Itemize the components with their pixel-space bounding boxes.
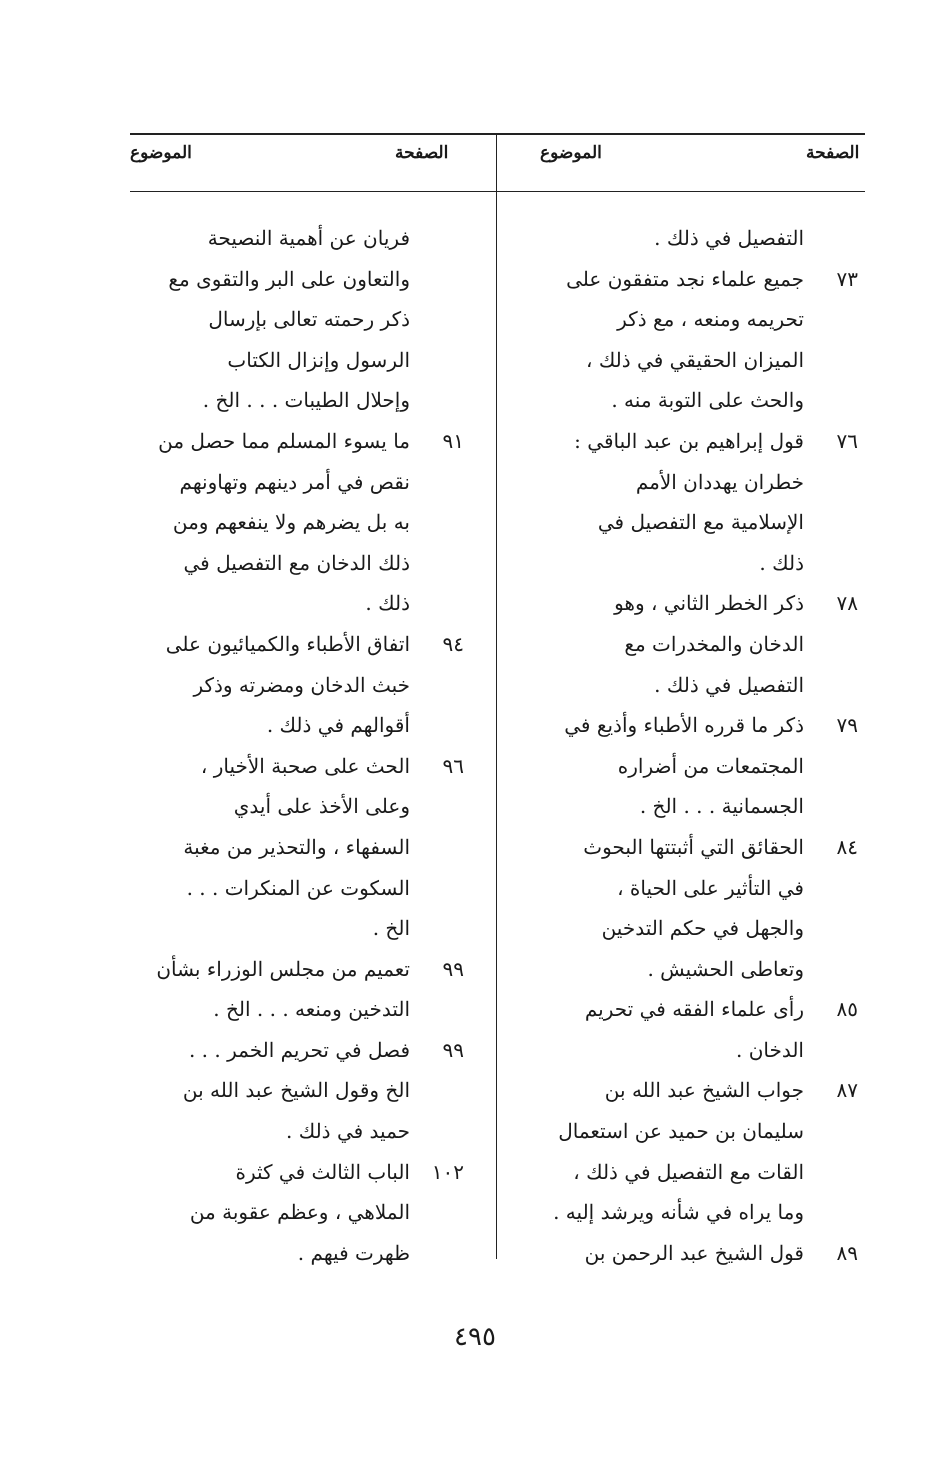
- index-entry: [510, 1233, 864, 1274]
- entry-topic-line: المجتمعات من أضراره: [617, 753, 804, 778]
- entry-topic-line: فصل في تحريم الخمر . . .: [188, 1037, 410, 1062]
- entry-page-number: ٩١: [442, 428, 464, 453]
- top-rule: [130, 133, 865, 135]
- right-column: [510, 218, 864, 1273]
- entry-topic-line: ذلك .: [759, 550, 804, 575]
- entry-page-number: ٧٦: [836, 428, 858, 453]
- entry-topic-line: قول إبراهيم بن عبد الباقي :: [574, 428, 804, 453]
- entry-topic-line: الميزان الحقيقي في ذلك ،: [586, 347, 804, 372]
- entry-page-number: ٨٤: [836, 834, 858, 859]
- entry-topic-line: حميد في ذلك .: [286, 1119, 410, 1144]
- column-divider: [496, 134, 497, 1259]
- entry-topic-line: جميع علماء نجد متفقون على: [566, 266, 804, 291]
- entry-topic-line: به بل يضرهم ولا ينفعهم ومن: [172, 510, 410, 535]
- index-entry: [130, 421, 470, 624]
- index-entry: [510, 827, 864, 989]
- entry-topic-line: فريان عن أهمية النصيحة: [207, 226, 410, 250]
- entry-topic-line: نقص في أمر دينهم وتهاونهم: [179, 469, 410, 494]
- entry-topic: [510, 1233, 804, 1274]
- entry-topic-line: تعميم من مجلس الوزراء بشأن: [156, 956, 410, 981]
- entry-topic-line: الرسول وإنزال الكتاب: [227, 347, 410, 372]
- entry-topic: [510, 421, 804, 583]
- index-entry: [130, 949, 470, 1030]
- entry-topic: [510, 259, 804, 421]
- entry-topic-line: خطران يهددان الأمم: [635, 469, 804, 494]
- header-rule-right: [498, 191, 865, 192]
- entry-topic-line: في التأثير على الحياة ،: [617, 875, 804, 900]
- index-entry: [510, 1070, 864, 1232]
- entry-topic-line: قول الشيخ عبد الرحمن بن: [584, 1240, 804, 1265]
- entry-topic-line: جواب الشيخ عبد الله بن: [604, 1078, 804, 1103]
- page-number: ٤٩٥: [454, 1322, 496, 1352]
- entry-topic-line: ذكر ما قرره الأطباء وأذيع في: [564, 713, 804, 738]
- entry-topic-line: الدخان .: [735, 1037, 804, 1062]
- left-header-page: الصفحة: [395, 143, 449, 163]
- entry-page-number: ٩٩: [442, 956, 464, 981]
- index-entry: [130, 1152, 470, 1274]
- entry-topic-line: رأى علماء الفقه في تحريم: [584, 997, 804, 1022]
- entry-topic-line: وإحلال الطيبات . . . الخ .: [202, 388, 410, 413]
- index-entry: [510, 421, 864, 583]
- entry-topic-line: الملاهي ، وعظم عقوبة من: [189, 1200, 410, 1225]
- entry-page-number: ١٠٢: [431, 1159, 464, 1184]
- entry-page-number: ٨٩: [836, 1240, 858, 1265]
- entry-topic-line: أقوالهم في ذلك .: [266, 713, 410, 738]
- entry-topic-line: الخ .: [372, 916, 410, 941]
- entry-topic: [510, 989, 804, 1070]
- index-entry: [130, 218, 470, 421]
- entry-topic-line: خبث الدخان ومضرته وذكر: [193, 672, 410, 697]
- entry-topic-line: ذكر الخطر الثاني ، وهو: [614, 591, 804, 616]
- entry-topic-line: الحث على صحبة الأخيار ،: [200, 753, 410, 778]
- entry-topic: [510, 218, 804, 259]
- entry-topic: [510, 1070, 804, 1232]
- entry-page-number: ٧٩: [836, 713, 858, 738]
- index-entry: [510, 989, 864, 1070]
- entry-topic-line: الدخان والمخدرات مع: [624, 631, 804, 656]
- entry-topic-line: الجسمانية . . . الخ .: [639, 794, 804, 819]
- entry-page-number: ٩٩: [442, 1037, 464, 1062]
- entry-topic-line: والتعاون على البر والتقوى مع: [168, 266, 410, 291]
- index-entry: [510, 218, 864, 259]
- entry-topic: [130, 421, 410, 624]
- entry-topic-line: التفصيل في ذلك .: [654, 226, 804, 250]
- entry-topic-line: تحريمه ومنعه ، مع ذكر: [617, 307, 804, 332]
- entry-topic-line: والحث على التوبة منه .: [611, 388, 804, 413]
- entry-topic: [510, 583, 804, 705]
- entry-topic-line: القات مع التفصيل في ذلك ،: [573, 1159, 804, 1184]
- entry-topic-line: التفصيل في ذلك .: [654, 672, 804, 697]
- right-header-page: الصفحة: [806, 143, 860, 163]
- entry-topic-line: السفهاء ، والتحذير من مغبة: [183, 834, 410, 859]
- left-column: [130, 218, 470, 1273]
- entry-page-number: ٩٤: [442, 631, 464, 656]
- entry-topic-line: وعلى الأخذ على أيدي: [233, 794, 410, 819]
- entry-topic: [510, 827, 804, 989]
- entry-topic: [130, 746, 410, 949]
- entry-topic-line: السكوت عن المنكرات . . .: [186, 875, 410, 900]
- entry-topic: [130, 218, 410, 421]
- entry-topic-line: وما يراه في شأنه ويرشد إليه .: [553, 1200, 804, 1225]
- index-entry: [510, 583, 864, 705]
- entry-topic-line: سليمان بن حميد عن استعمال: [558, 1119, 804, 1144]
- entry-topic-line: الحقائق التي أثبتتها البحوث: [583, 834, 804, 859]
- entry-topic-line: اتفاق الأطباء والكميائيون على: [165, 631, 410, 656]
- entry-topic: [130, 1030, 410, 1152]
- right-header-topic: الموضوع: [540, 143, 602, 163]
- entry-topic-line: الخ وقول الشيخ عبد الله بن: [182, 1078, 410, 1103]
- entry-page-number: ٨٧: [836, 1078, 858, 1103]
- index-entry: [130, 624, 470, 746]
- entry-page-number: ٩٦: [442, 753, 464, 778]
- left-header-topic: الموضوع: [130, 143, 192, 163]
- entry-topic: [130, 624, 410, 746]
- entry-topic: [130, 949, 410, 1030]
- header-rule-left: [130, 191, 498, 192]
- entry-topic-line: والجهل في حكم التدخين: [601, 916, 804, 941]
- entry-topic-line: ظهرت فيهم .: [297, 1240, 410, 1265]
- entry-topic-line: الإسلامية مع التفصيل في: [597, 510, 804, 535]
- entry-page-number: ٧٨: [836, 591, 858, 616]
- entry-topic-line: الباب الثالث في كثرة: [235, 1159, 410, 1184]
- index-entry: [510, 259, 864, 421]
- index-entry: [130, 1030, 470, 1152]
- entry-topic-line: ذلك الدخان مع التفصيل في: [183, 550, 410, 575]
- entry-topic-line: التدخين ومنعه . . . الخ .: [213, 997, 410, 1022]
- index-entry: [130, 746, 470, 949]
- entry-topic-line: ذلك .: [365, 591, 410, 616]
- entry-topic-line: ما يسوء المسلم مما حصل من: [158, 428, 410, 453]
- index-entry: [510, 705, 864, 827]
- entry-topic: [510, 705, 804, 827]
- entry-page-number: ٨٥: [836, 997, 858, 1022]
- entry-topic-line: ذكر رحمته تعالى بإرسال: [208, 307, 410, 332]
- entry-page-number: ٧٣: [836, 266, 858, 291]
- entry-topic: [130, 1152, 410, 1274]
- entry-topic-line: وتعاطى الحشيش .: [647, 956, 804, 981]
